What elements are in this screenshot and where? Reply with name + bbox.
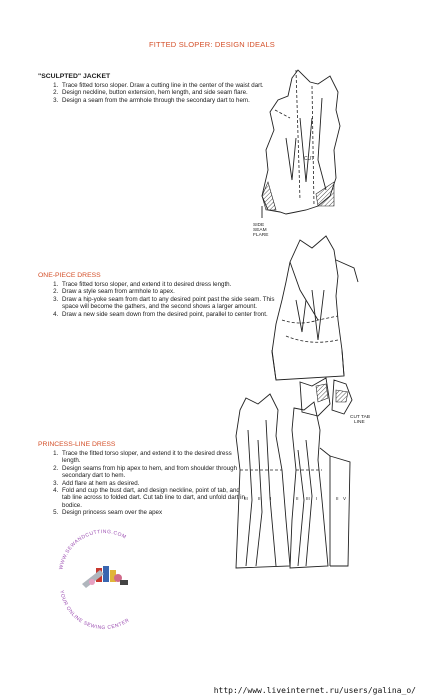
panel-mark: I	[270, 496, 272, 501]
panel-mark: I	[316, 496, 318, 501]
step-item: 2. Draw a style seam from armhole to apex.	[60, 288, 282, 295]
step-item: 3. Add flare at hem as desired.	[60, 480, 245, 487]
watermark-logo	[58, 529, 130, 631]
panel-mark: III	[306, 496, 310, 501]
cut-label: CUT	[304, 156, 315, 162]
panel-mark: II	[296, 496, 299, 501]
side-seam-flare-label: SIDE SEAM FLARE	[253, 223, 269, 238]
cut-tab-line-label: CUT TAB LINE	[350, 415, 370, 425]
watermark-top-text: WWW.SEWANDCUTTING.COM	[58, 528, 128, 571]
step-item: 4. Fold and cup the bust dart, and design neckline, point of tab, and tab line across to folded dart. Cut tab line to dart, and unfold dart in bodice.	[60, 487, 245, 509]
princess-dress-diagram	[236, 394, 350, 568]
page-title: FITTED SLOPER: DESIGN IDEALS	[148, 40, 276, 49]
panel-mark: III	[244, 496, 248, 501]
step-item: 3. Design a seam from the armhole through the secondary dart to hem.	[60, 97, 282, 104]
step-item: 3. Draw a hip-yoke seam from dart to any desired point past the side seam. This space will become the gathers, and the second shows a larger amount.	[60, 296, 282, 311]
step-item: 4. Draw a new side seam down from the desired point, parallel to center front.	[60, 311, 282, 318]
step-item: 2. Design neckline, button extension, hem length, and side seam flare.	[60, 89, 282, 96]
step-item: 1. Trace the fitted torso sloper, and extend it to the desired dress length.	[60, 450, 245, 465]
footer-url: http://www.liveinternet.ru/users/galina_o/	[213, 686, 416, 695]
section-heading: PRINCESS-LINE DRESS	[38, 441, 116, 448]
step-item: 2. Design seams from hip apex to hem, and from shoulder through secondary dart to hem.	[60, 465, 245, 480]
panel-mark: II	[336, 496, 339, 501]
step-item: 1. Trace fitted torso sloper, and extend it to desired dress length.	[60, 281, 282, 288]
princess-bodice-pieces	[300, 378, 370, 425]
panel-mark: II	[258, 496, 261, 501]
panel-mark: V	[343, 496, 347, 501]
step-item: 1. Trace fitted torso sloper. Draw a cutting line in the center of the waist dart.	[60, 82, 282, 89]
step-item: 5. Design princess seam over the apex	[60, 509, 245, 516]
section-heading: "SCULPTED" JACKET	[38, 73, 111, 80]
watermark-bottom-text: YOUR ONLINE SEWING CENTER	[58, 589, 131, 632]
sculpted-jacket-diagram	[253, 70, 340, 238]
one-piece-dress-diagram	[272, 236, 358, 380]
section-heading: ONE-PIECE DRESS	[38, 272, 101, 279]
